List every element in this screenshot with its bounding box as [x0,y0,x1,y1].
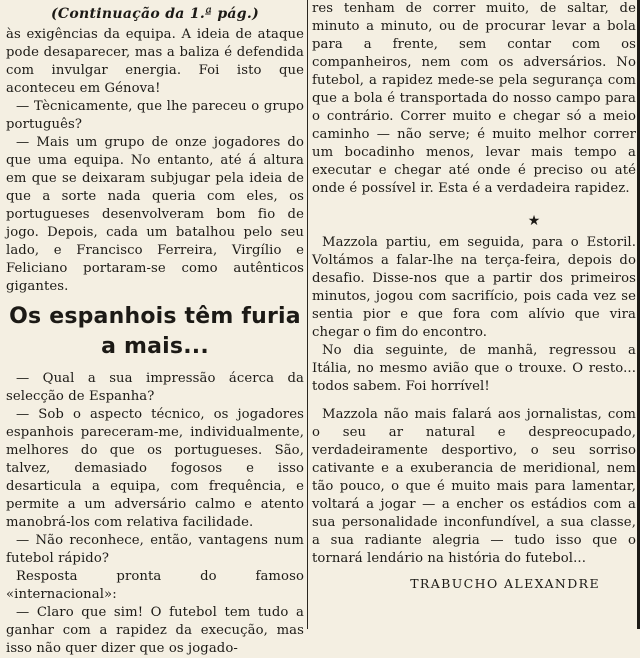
star-separator: ★ [527,213,541,229]
author-signature: TRABUCHO ALEXANDRE [410,576,600,591]
section-headline: Os espanhois têm furia a mais... [9,304,301,359]
paragraph: No dia seguinte, de manhã, regressou a Itália, no mesmo avião que o trouxe. O resto... todos sabem. Foi horrível! [312,343,636,394]
right-column [312,0,636,591]
paragraph: Mazzola partiu, em seguida, para o Estoril. Voltámos a falar-lhe na terça-feira, depois do desafio. Disse-nos que a partir dos primeiros minutos, jogou com sacrifício, pois cada vez se sentia pior e que fora com alívio que vira chegar o fim do encontro. [312,235,636,340]
paragraph: Resposta pronta do famoso «internacional»: [6,569,304,602]
question: — Não reconhece, então, vantagens num futebol rápido? [6,533,304,566]
question: — Qual a sua impressão ácerca da selecção de Espanha? [6,371,304,404]
answer: — Mais um grupo de onze jogadores do que uma equipa. No entanto, até á altura em que se deixaram subjugar pela ideia de que a sorte nada queria com eles, os portugueses desenvolveram bom fio de jogo. Depois, cada um batalhou pelo seu lado, e Francisco Ferreira, Virgílio e Feliciano portaram-se como autênticos gigantes. [6,135,304,294]
paragraph: res tenham de correr muito, de saltar, de minuto a minuto, ou de procurar levar a bola para a frente, sem contar com os companheiros, nem com os adversários. No futebol, a rapidez mede-se pela segurança com que a bola é transportada do nosso campo para o contrário. Correr muito e chegar só a meio caminho — não serve; é muito melhor correr um bocadinho menos, levar mais tempo a executar e chegar até onde é preciso ou até onde é possível ir. Esta é a verdadeira rapidez. [312,1,636,196]
paragraph: às exigências da equipa. A ideia de ataque pode desaparecer, mas a baliza é defendida com invulgar energia. Foi isto que aconteceu em Génova! [6,27,304,96]
continuation-note: (Continuação da 1.ª pág.) [51,6,259,22]
column-divider [307,0,308,629]
left-column [6,0,304,658]
answer: — Sob o aspecto técnico, os jogadores espanhois pareceram-me, individualmente, melhores do que os portugueses. São, talvez, demasiado fogosos e isso desarticula a equipa, com frequência, e permite a um adversário calmo e atento manobrá-los com relativa facilidade. [6,407,304,530]
question: — Tècnicamente, que lhe pareceu o grupo português? [6,99,304,132]
paragraph: Mazzola não mais falará aos jornalistas, com o seu ar natural e despreocupado, verdadeiramente desportivo, o seu sorriso cativante e a exuberancia de meridional, nem tão pouco, o que é muito mais para lamentar, voltará a jogar — a encher os estádios com a sua personalidade inconfundível, a sua classe, a sua radiante alegria — tudo isso que o tornará lendário na história do futebol... [312,407,636,566]
answer: — Claro que sim! O futebol tem tudo a ganhar com a rapidez da execução, mas isso não quer dizer que os jogado- [6,605,304,656]
